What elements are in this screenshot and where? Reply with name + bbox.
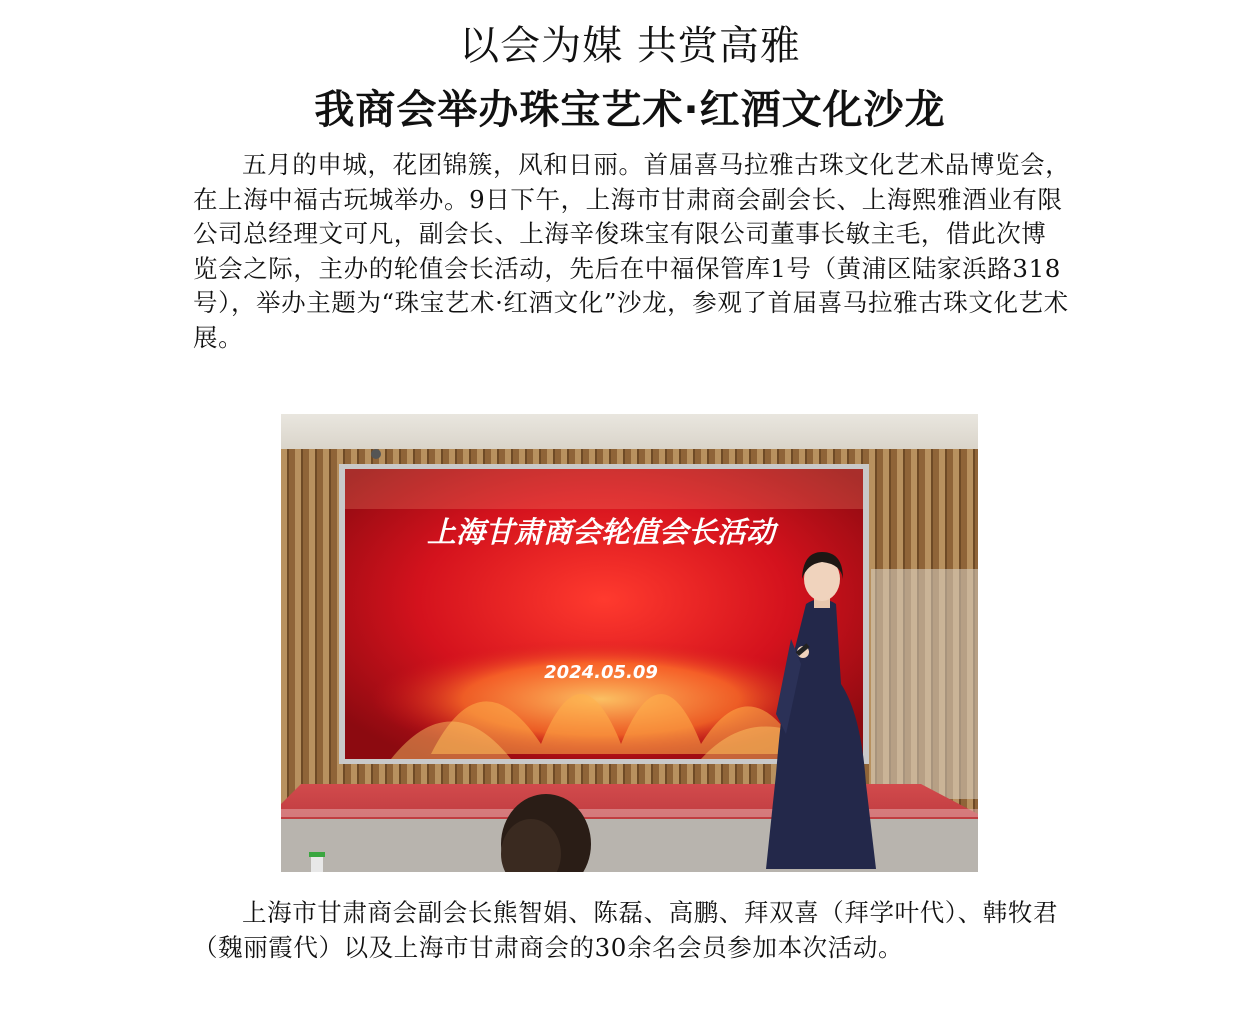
event-photo xyxy=(281,414,978,872)
article-title-line2: 我商会举办珠宝艺术·红酒文化沙龙 xyxy=(314,87,946,133)
article-paragraph-1: 五月的申城，花团锦簇，风和日丽。首届喜马拉雅古珠文化艺术品博览会，在上海中福古玩城举办。9日下午，上海市甘肃商会副会长、上海熙雅酒业有限公司总经理文可凡，副会长、上海辛俊珠宝有限公司董事长敏主毛，借此次博览会之际，主办的轮值会长活动，先后在中福保管库1号（黄浦区陆家浜路318号），举办主题为“珠宝艺术·红酒文化”沙龙，参观了首届喜马拉雅古珠文化艺术展。 xyxy=(193,150,1071,352)
wall-cabinet xyxy=(871,569,978,799)
article-title-line1: 以会为媒 共赏高雅 xyxy=(459,23,801,69)
article-paragraph-2: 上海市甘肃商会副会长熊智娟、陈磊、高鹏、拜双喜（拜学叶代）、韩牧君（魏丽霞代）以及上海市甘肃商会的30余名会员参加本次活动。 xyxy=(193,898,1059,962)
ceiling-light xyxy=(371,449,381,459)
screen-date: 2024.05.09 xyxy=(544,662,658,683)
screen-title: 上海甘肃商会轮值会长活动 xyxy=(426,515,776,549)
